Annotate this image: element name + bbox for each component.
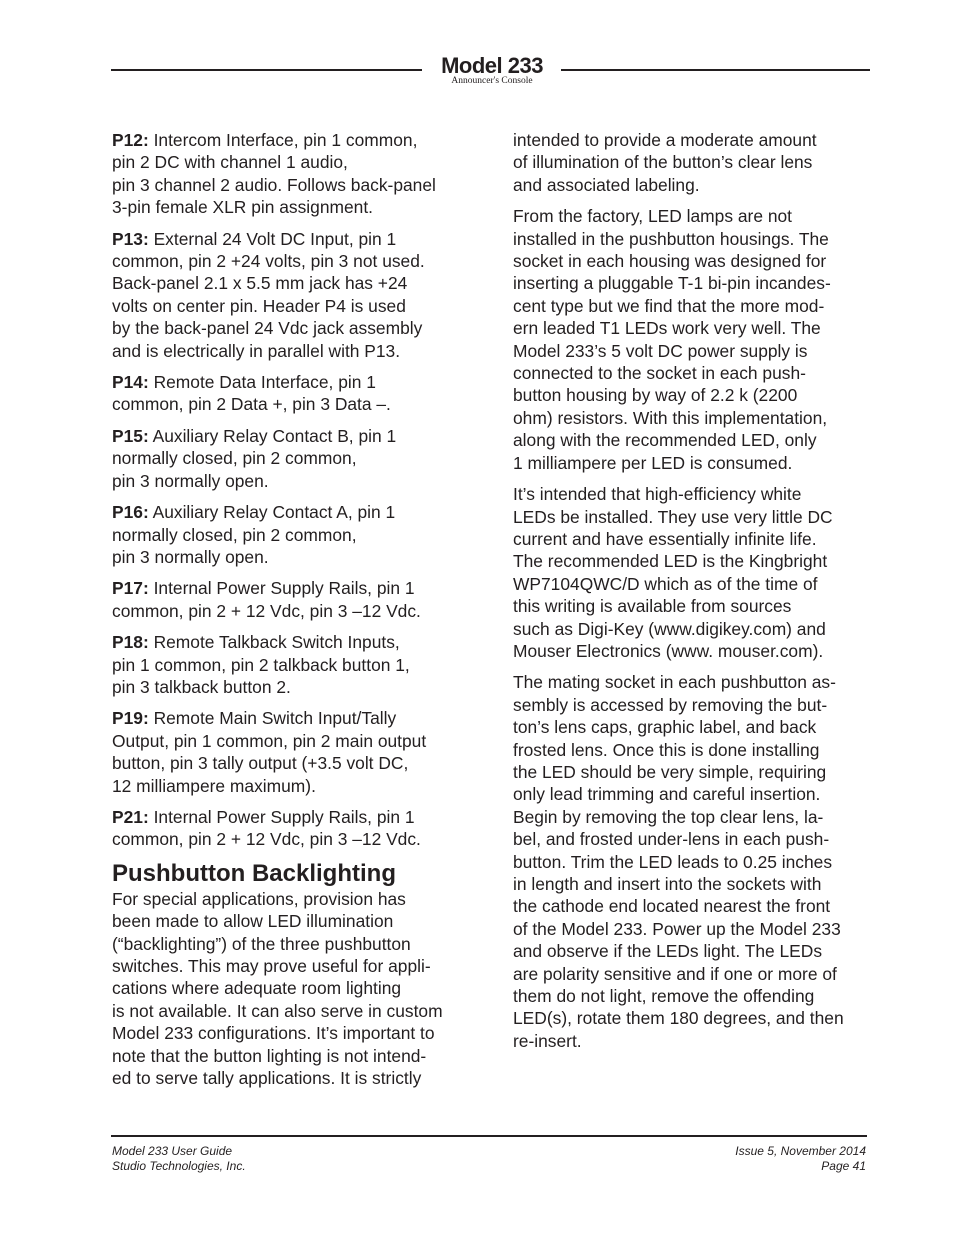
pin-description: Auxiliary Relay Contact B, pin 1 normally closed, pin 2 common, pin 3 normally open. [112,425,397,491]
footer-guide-title: Model 233 User Guide [112,1144,233,1158]
pin-p18 [112,631,477,698]
pin-p16 [112,501,477,568]
pin-description: Auxiliary Relay Contact A, pin 1 normally closed, pin 2 common, pin 3 normally open. [112,502,396,567]
paragraph: intended to provide a moderate amount of illumination of the button’s clear lens and associated labeling. [513,130,817,195]
pin-p21 [112,806,477,851]
pin-p13 [112,228,477,362]
left-column [112,129,477,1098]
footer-left [112,1144,246,1174]
right-column [513,129,878,1061]
pin-term: P13: [112,228,149,249]
model-logo [424,54,560,86]
pin-term: P17: [112,578,149,599]
pin-description: Remote Data Interface, pin 1 common, pin 2 Data +, pin 3 Data –. [112,372,391,415]
section-heading: Pushbutton Backlighting [112,859,396,887]
pin-term: P18: [112,632,149,653]
logo-title: Model 233 [441,53,543,78]
footer-issue: Issue 5, November 2014 [735,1144,866,1158]
paragraph: It’s intended that high-efficiency white LEDs be installed. They use very little DC current and have essentially infinite life. The recommended LED is the Kingbright WP7104QWC/D which as of the time of this writing is available from sources such as Digi-Key (www.digikey.com) and Mouser Electronics (www. mouser.com). [513,484,833,661]
pin-term: P15: [112,425,149,446]
pin-term: P19: [112,708,149,729]
pin-p14 [112,371,477,416]
pin-term: P21: [112,806,149,827]
footer-page-number: Page 41 [821,1159,866,1173]
pin-description: Internal Power Supply Rails, pin 1 common, pin 2 + 12 Vdc, pin 3 –12 Vdc. [112,806,421,850]
section-body: For special applications, provision has been made to allow LED illumination (“backlighting”) of the three pushbutton switches. This may prove useful for appli- cations where adequate room lighting is not available. It can also serve in custom Model 233 configurations. It’s important to note that the button lighting is not intend- ed to serve tally applications. It is strictly [112,888,443,1089]
header-rule-left [111,69,422,71]
pin-description: Remote Talkback Switch Inputs, pin 1 common, pin 2 talkback button 1, pin 3 talkback button 2. [112,632,410,697]
logo-subtitle: Announcer's Console [451,76,533,86]
paragraph: The mating socket in each pushbutton as- sembly is accessed by removing the but- ton’s lens caps, graphic label, and back frosted lens. Once this is done installing the LED should be very simple, requiring only lead trimming and careful insertion. Begin by removing the top clear lens, la- bel, and frosted under-lens in each push- button. Trim the LED leads to 0.25 inches in length and insert into the sockets with the cathode end located nearest the front of the Model 233. Power up the Model 233 and observe if the LEDs light. The LEDs are polarity sensitive and if one or more of them do not light, remove the offending LED(s), rotate them 180 degrees, and then re-insert. [513,672,844,1051]
pin-p15 [112,425,477,492]
pin-term: P12: [112,130,149,150]
paragraph: From the factory, LED lamps are not installed in the pushbutton housings. The socket in each housing was designed for inserting a pluggable T-1 bi-pin incandes- cent type but we find that the more mod- ern leaded T1 LEDs work very well. The Model 233’s 5 volt DC power supply is connected to the socket in each push- button housing by way of 2.2 k (2200 ohm) resistors. With this implementation, along with the recommended LED, only 1 milliampere per LED is consumed. [513,206,831,473]
footer-company: Studio Technologies, Inc. [112,1159,246,1173]
pin-description: Intercom Interface, pin 1 common, pin 2 DC with channel 1 audio, pin 3 channel 2 audio. Follows back-panel 3-pin female XLR pin assignment. [112,130,436,218]
footer-right [735,1144,866,1174]
pin-description: Remote Main Switch Input/Tally Output, pin 1 common, pin 2 main output button, pin 3 tally output (+3.5 volt DC, 12 milliampere maximum). [112,708,427,796]
pin-description: Internal Power Supply Rails, pin 1 common, pin 2 + 12 Vdc, pin 3 –12 Vdc. [112,578,421,621]
header-rule-right [561,69,870,71]
pin-term: P14: [112,372,149,393]
pin-p19 [112,707,477,797]
pin-term: P16: [112,502,149,523]
pin-p17 [112,577,477,622]
footer-rule [111,1135,867,1137]
pin-description: External 24 Volt DC Input, pin 1 common, pin 2 +24 volts, pin 3 not used. Back-panel 2.1 x 5.5 mm jack has +24 volts on center pin. Header P4 is used by the back-panel 24 Vdc jack assembly and is electrically in parallel with P13. [112,228,425,361]
pin-p12 [112,129,477,219]
